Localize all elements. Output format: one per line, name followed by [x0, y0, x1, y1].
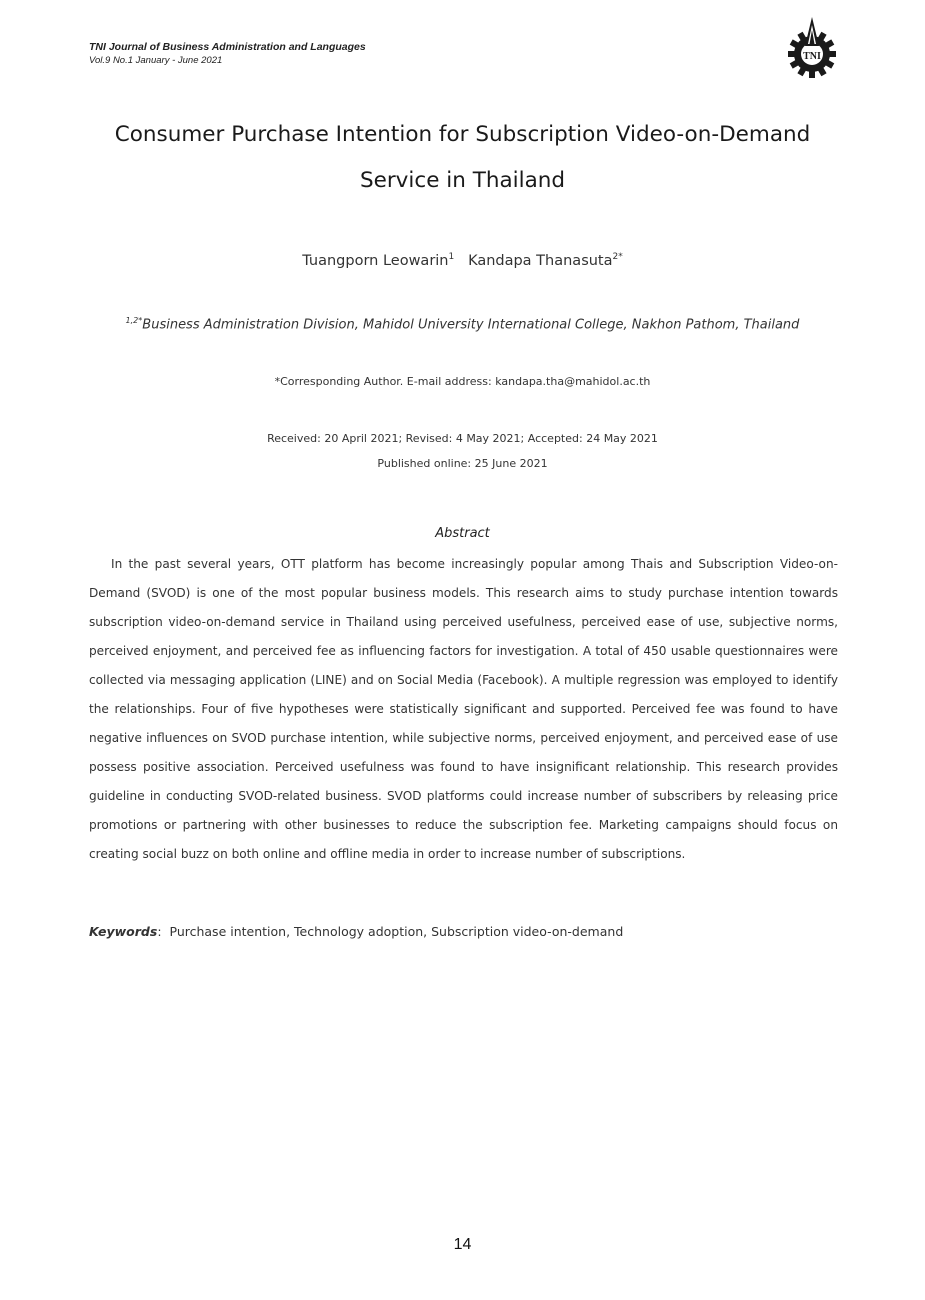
page-number: 14 — [453, 1236, 472, 1253]
affiliation-text: Business Administration Division, Mahidol University International College, Nakhon Pathom, Thailand — [142, 317, 800, 333]
paper-title — [60, 112, 865, 204]
abstract-body: In the past several years, OTT platform has become increasingly popular among Thais and Subscription Video-on-Demand (SVOD) is one of the most popular business models. This research aims to study purchase intention towards subscription video-on-demand service in Thailand using perceived usefulness, perceived ease of use, subjective norms, perceived enjoyment, and perceived fee as influencing factors for investigation. A total of 450 usable questionnaires were collected via messaging application (LINE) and on Social Media (Facebook). A multiple regression was employed to identify the relationships. Four of five hypotheses were statistically significant and supported. Perceived fee was found to have negative influences on SVOD purchase intention, while subjective norms, perceived enjoyment, and perceived ease of use possess positive association. Perceived usefulness was found to have insignificant relationship. This research provides guideline in conducting SVOD-related business. SVOD platforms could increase number of subscribers by releasing price promotions or partnering with other businesses to reduce the subscription fee. Marketing campaigns should focus on creating social buzz on both online and offline media in order to increase number of subscriptions. — [89, 557, 838, 861]
publication-dates — [0, 426, 925, 476]
tni-gear-logo-icon — [782, 16, 842, 78]
title-line-2: Service in Thailand — [359, 168, 566, 193]
journal-header — [89, 40, 366, 68]
received-dates: Received: 20 April 2021; Revised: 4 May 2021; Accepted: 24 May 2021 — [267, 432, 658, 445]
published-date: Published online: 25 June 2021 — [377, 457, 548, 470]
keywords-text: Purchase intention, Technology adoption, Subscription video-on-demand — [169, 924, 624, 939]
title-line-1: Consumer Purchase Intention for Subscription Video-on-Demand — [114, 122, 811, 147]
affiliation — [0, 316, 925, 332]
tni-logo-graphic — [782, 16, 842, 78]
keywords-label: Keywords — [89, 924, 158, 939]
journal-volume: Vol.9 No.1 January - June 2021 — [89, 55, 223, 66]
logo-text: TNI — [803, 51, 821, 62]
keywords-colon: : — [157, 924, 170, 939]
author-2-affil-mark: 2* — [612, 252, 623, 262]
journal-name: TNI Journal of Business Administration and Languages — [89, 41, 366, 53]
author-list — [0, 252, 925, 269]
author-1: Tuangporn Leowarin — [302, 252, 449, 269]
author-1-affil-mark: 1 — [448, 252, 455, 262]
abstract-heading: Abstract — [435, 526, 490, 541]
author-2: Kandapa Thanasuta — [468, 252, 613, 269]
corresponding-author: *Corresponding Author. E-mail address: kandapa.tha@mahidol.ac.th — [274, 375, 651, 388]
affiliation-mark: 1,2* — [125, 316, 143, 325]
keywords — [89, 924, 623, 939]
